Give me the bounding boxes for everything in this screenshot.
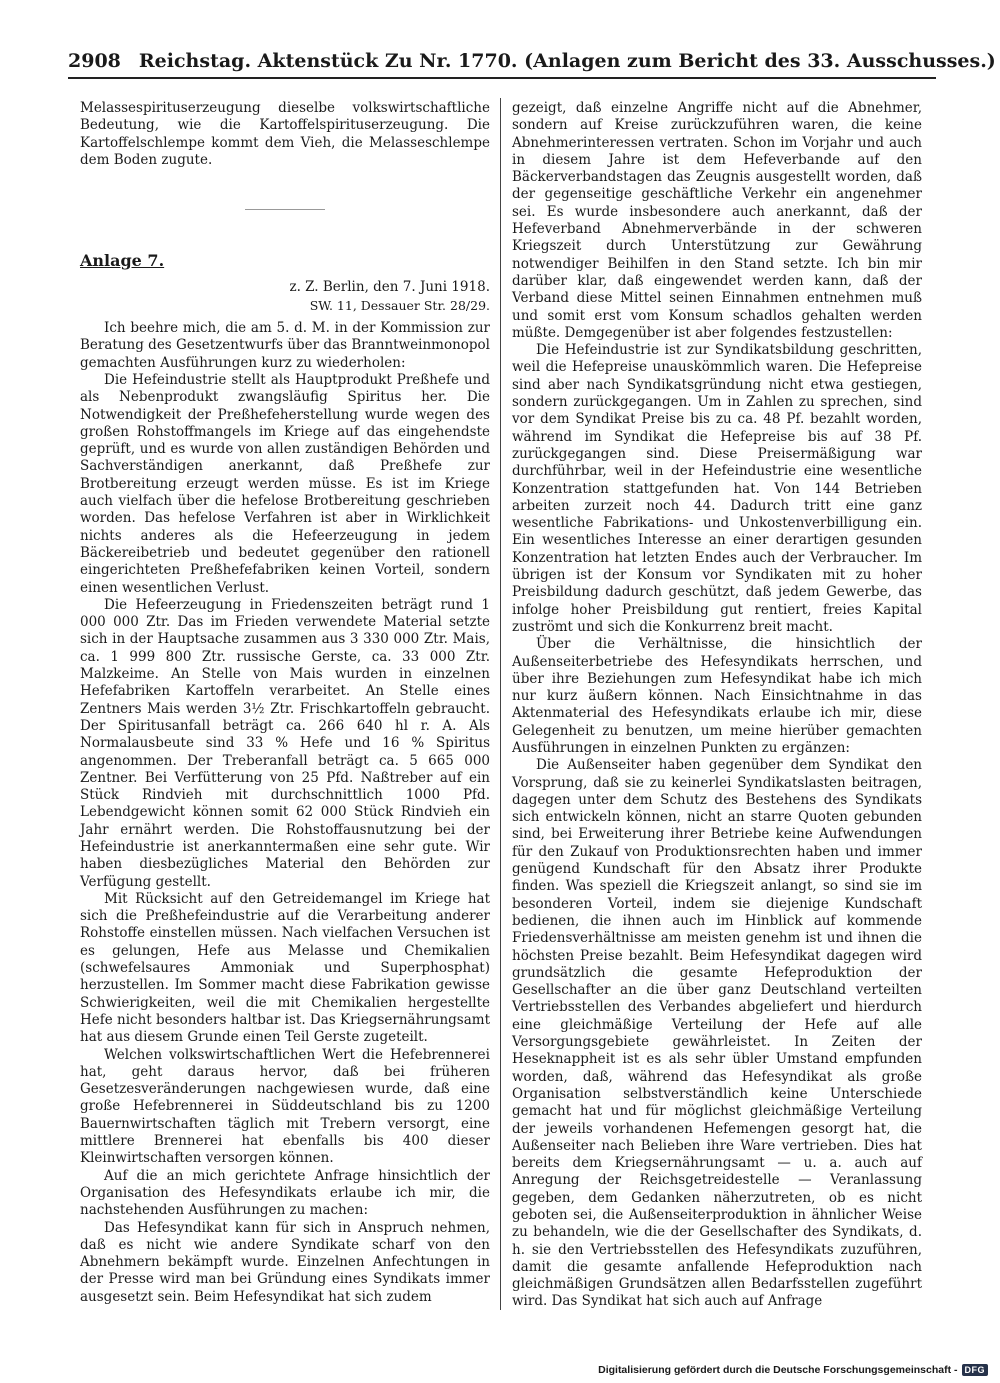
running-title: Reichstag. Aktenstück Zu Nr. 1770. (Anlagen zum Bericht des 33. Ausschusses.) [138,50,996,72]
section-separator [245,209,325,210]
intro-paragraph: Melassespirituserzeugung dieselbe volkswirtschaftliche Bedeutung, wie die Kartoffelspirituserzeugung. Die Kartoffelschlempe kommt dem Vieh, die Melasseschlempe dem Boden zugute. [80,100,490,168]
body-paragraph: Die Hefeerzeugung in Friedenszeiten beträgt rund 1 000 000 Ztr. Das im Frieden verwendete Material setzte sich in der Hauptsache zusammen aus 3 330 000 Ztr. Mais, ca. 1 999 800 Ztr. russische Gerste, ca. 33 000 Ztr. Malzkeime. An Stelle von Mais wurden in einzelnen Hefefabriken Kartoffeln verarbeitet. An Stelle eines Zentners Mais werden 3½ Ztr. Frischkartoffeln gebraucht. Der Spiritusanfall beträgt ca. 266 640 hl r. A. Als Normalausbeute sind 33 % Hefe und 16 % Spiritus angenommen. Der Treberanfall beträgt ca. 5 665 000 Zentner. Bei Verfütterung von 25 Pfd. Naßtreber auf ein Stück Rindvieh mit durchschnittlich 1000 Pfd. Lebendgewicht können somit 62 000 Stück Rindvieh ein Jahr ernährt werden. Die Rohstoffausnutzung bei der Hefeindustrie ist anerkanntermaßen eine sehr gute. Wir haben diesbezügliches Material den Behörden zur Verfügung gestellt. [80,596,490,890]
footer-text: Digitalisierung gefördert durch die Deutsche Forschungsgemeinschaft - [598,1364,958,1376]
letter-address: SW. 11, Dessauer Str. 28/29. [309,297,490,313]
page-number: 2908 [68,50,121,72]
body-paragraph: Auf die an mich gerichtete Anfrage hinsichtlich der Organisation des Hefesyndikats erlaube ich mir, die nachstehenden Ausführungen zu machen: [80,1167,490,1219]
body-paragraph: Die Hefeindustrie ist zur Syndikatsbildung geschritten, weil die Hefepreise unauskömmlich waren. Die Hefepreise sind aber nach Syndikatsgründung nicht etwa gestiegen, sondern zurückgegangen. Um in Zahlen zu sprechen, sind vor dem Syndikat Preise bis zu ca. 48 Pf. bezahlt worden, während im Syndikat die Hefepreise bis auf 38 Pf. zurückgegangen sind. Diese Preisermäßigung war durchführbar, weil in der Hefeindustrie eine wesentliche Konzentration stattgefunden hat. Von 144 Betrieben arbeiten zurzeit noch 44. Dadurch tritt eine ganz wesentliche Fabrikations- und Unkostenverbilligung ein. Ein wesentliches Interesse an einer derartigen gesunden Konzentration hat letzten Endes auch der Verbraucher. Im übrigen ist der Konsum vor Syndikaten mit zu hoher Preisbildung dadurch geschützt, daß jedem Gewerbe, das infolge hoher Preisbildung gut rentiert, freies Kapital zuströmt und sich die Konkurrenz breit macht. [512,342,922,635]
column-divider [500,98,501,1310]
body-paragraph: Ich beehre mich, die am 5. d. M. in der Kommission zur Beratung des Gesetzentwurfs über das Branntweinmonopol gemachten Ausführungen kurz zu wiederholen: [80,320,490,371]
body-paragraph: Das Hefesyndikat kann für sich in Anspruch nehmen, daß es nicht wie andere Syndikate scharf von den Abnehmern bekämpft wurde. Einzelnen Anfechtungen in der Presse wird man bei Gründung eines Syndikats immer ausgesetzt sein. Beim Hefesyndikat hat sich zudem [80,1219,490,1305]
body-paragraph: Die Außenseiter haben gegenüber dem Syndikat den Vorsprung, daß sie zu keinerlei Syndikatslasten beitragen, dagegen unter dem Schutz des Bestehens des Syndikats sich entwickeln können, nicht an starre Quoten gebunden sind, bei Erweiterung ihrer Betriebe keine Aufwendungen für den Zukauf von Produktionsrechten haben und immer genügend Kundschaft für den Absatz ihrer Produkte finden. Was speziell die Kriegszeit anlangt, so sind sie im besonderen Vorteil, indem sie diejenige Kundschaft bedienen, die ihnen auch im Hinblick auf kommende Friedensverhältnisse am meisten genehm ist und ihnen die höchsten Preise bezahlt. Beim Hefesyndikat dagegen wird grundsätzlich die gesamte Hefeproduktion der Gesellschafter an die über ganz Deutschland verteilten Vertriebsstellen des Verbandes abgeliefert und hierdurch eine gleichmäßige Verteilung der Hefe auf alle Versorgungsgebiete gewährleistet. In Zeiten der Heseknappheit ist es als sehr übler Umstand empfunden worden, daß, während das Hefesyndikat als große Organisation selbstverständlich keine Unterschiede gemacht hat und für möglichst gleichmäßige Verteilung der jeweils vorhandenen Hefemengen gesorgt hat, die Außenseiter nach Belieben ihre Ware vertrieben. Dies hat bereits dem Kriegsernährungsamt — u. a. auch auf Anregung der Reichsgetreidestelle — Veranlassung gegeben, dem Gedanken näherzutreten, ob es nicht geboten sei, die Außenseiterproduktion in ähnlicher Weise zu behandeln, wie die der Gesellschafter des Syndikats, d. h. sie den Vertriebsstellen des Hefesyndikats zuzuführen, damit die gesamte anfallende Hefeproduktion nach gleichmäßigen Grundsätzen allen Bedarfsstellen zugeführt wird. Das Syndikat hat sich auch auf Anfrage [512,757,922,1310]
header-rule [68,77,936,79]
body-paragraph: Mit Rücksicht auf den Getreidemangel im Kriege hat sich die Preßhefeindustrie auf die Verarbeitung anderer Rohstoffe einstellen müssen. Nach vielfachen Versuchen ist es gelungen, Hefe aus Melasse und Chemikalien (schwefelsaures Ammoniak und Superphosphat) herzustellen. Im Sommer macht diese Fabrikation gewisse Schwierigkeiten, weil die mit Chemikalien hergestellte Hefe nicht besonders haltbar ist. Das Kriegsernährungsamt hat aus diesem Grunde einen Teil Gerste zugeteilt. [80,890,490,1046]
anlage-heading: Anlage 7. [80,251,165,271]
body-paragraph: Die Hefeindustrie stellt als Hauptprodukt Preßhefe und als Nebenprodukt zwangsläufig Spiritus her. Die Notwendigkeit der Preßhefeherstellung wurde wegen des großen Rohstoffmangels im Kriege auf das eingehendste geprüft, und es wurde von allen zuständigen Behörden und Sachverständigen anerkannt, daß Preßhefe zur Brotbereitung erzeugt werden müsse. Es ist im Kriege auch vielfach über die hefelose Brotbereitung geschrieben worden. Das hefelose Verfahren ist aber in Wirklichkeit nichts anderes als die Hefeerzeugung in jedem Bäckereibetrieb und bedeutet gegenüber den rationell eingerichteten Preßhefefabriken keinen Vorteil, sondern einen wesentlichen Verlust. [80,371,490,596]
digitization-footer [598,1364,988,1376]
dfg-logo: DFG [962,1364,989,1376]
body-paragraph: gezeigt, daß einzelne Angriffe nicht auf die Abnehmer, sondern auf Kreise zurückzuführen waren, die keine Abnehmerinteressen vertraten. Schon im Vorjahr und auch in diesem Jahre ist dem Hefeverbande auf den Bäckerverbandstagen das Zeugnis ausgestellt worden, daß der gegenseitige geschäftliche Verkehr ein angenehmer sei. Es wurde insbesondere auch anerkannt, daß der Hefeverband Abnehmerverbände in der schweren Kriegszeit durch Unterstützung zur Gewährung notwendiger Beihilfen in den Stand setzte. Ich bin mir darüber klar, daß eingewendet werden kann, daß der Verband diese Mittel seinen Einnahmen entnehmen muß und somit erst vom Konsum schadlos gehalten werden müßte. Demgegenüber ist aber folgendes festzustellen: [512,100,922,341]
letter-dateline: z. Z. Berlin, den 7. Juni 1918. [289,279,490,296]
page-header [68,50,996,72]
body-paragraph: Welchen volkswirtschaftlichen Wert die Hefebrennerei hat, geht daraus hervor, daß bei früheren Gesetzesveränderungen nachgewiesen wurde, daß eine große Hefebrennerei in Süddeutschland bis zu 1200 Bauernwirtschaften täglich mit Trebern versorgt, eine mittlere Brennerei hat ebenfalls bis 400 dieser Kleinwirtschaften versorgen können. [80,1046,490,1167]
body-paragraph: Über die Verhältnisse, die hinsichtlich der Außenseiterbetriebe des Hefesyndikats herrschen, und über ihre Beziehungen zum Hefesyndikat habe ich mich nur kurz äußern können. Nach Einsichtnahme in das Aktenmaterial des Hefesyndikats erlaube ich mir, diese Gelegenheit zu benutzen, um meine hierüber gemachten Ausführungen in einzelnen Punkten zu ergänzen: [512,636,922,756]
right-column [512,100,922,1311]
left-column [80,100,490,1306]
